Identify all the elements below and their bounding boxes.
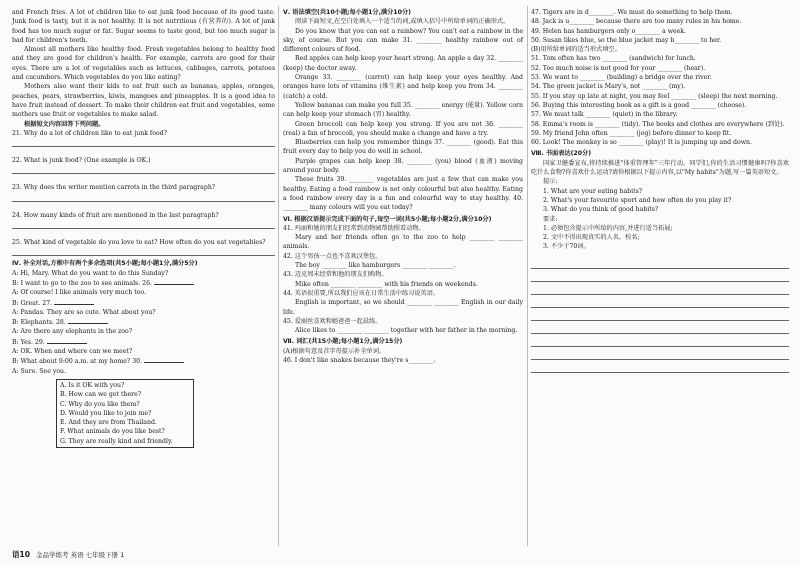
writing-prompt: 国家卫健委宣布,将持续推进"体重管理年"三年行动。同学们,你的生活习惯健康吗?你喜欢吃什么食物?你喜欢什么运动?请你根据以下提示内容,以"My habits"为题,写一篇英语短文。	[531, 159, 789, 177]
item-58: 58. Emma's room is ________ (tidy). The books and clothes are everywhere (到处).	[531, 120, 785, 128]
cloze-paragraph: Red apples can help keep your heart strong. An apple a day 32. ________ (keep) the doctor away.	[283, 55, 523, 72]
writing-line[interactable]	[531, 282, 789, 295]
dialogue-line: B: Elephants. 28.	[12, 317, 275, 327]
requirement-item: 3. 不少于70词。	[543, 243, 590, 251]
item-52: 52. Too much noise is not good for your ________ (hear).	[531, 64, 706, 72]
item-59: 59. My friend John often ________ (jog) before dinner to keep fit.	[531, 129, 732, 137]
dialogue-line: B: Yes. 29.	[12, 337, 275, 347]
writing-line[interactable]	[531, 295, 789, 308]
item-41-cn: 41. 玛丽和她的朋友们经常到动物园帮助照看动物。	[283, 224, 425, 232]
writing-line[interactable]	[531, 321, 789, 334]
item-50: 50. Susan likes blue, so the blue jacket may b________ to her.	[531, 36, 722, 44]
cloze-paragraph: Blueberries can help you remember things 37. ________ (good). Eat this fruit every day to help you do well in school.	[283, 139, 523, 156]
writing-line[interactable]	[531, 308, 789, 321]
answer-line-23[interactable]	[12, 194, 275, 202]
writing-line[interactable]	[531, 334, 789, 347]
item-43-en: Mike often ________ ________ with his friends on weekends.	[295, 280, 478, 288]
dialogue-line: B: I want to go to the zoo to see animals. 26.	[12, 278, 275, 288]
item-57: 57. We must talk ________ (quiet) in the library.	[531, 111, 678, 119]
requirement-item: 2. 文中不得出现真实的人名、校名;	[543, 234, 640, 242]
option-f: F. What animals do you like best?	[60, 428, 165, 436]
dialogue-line: A: Sure. See you.	[12, 367, 66, 375]
dialogue-line: B: Great. 27.	[12, 298, 275, 308]
reading-paragraph: Mothers also want their kids to eat fruit such as bananas, apples, oranges, peaches, pears, strawberries, kiwis, mangoes and pineapples. It is a good idea to have fruit instead of dessert. To make their children eat fruit and vegetables, some mothers use fruit or vegetables to make salad.	[12, 83, 275, 119]
item-43-cn: 43. 迈克周末经常和他的朋友们购物。	[283, 271, 388, 279]
hint-item: 1. What are your eating habits?	[543, 187, 643, 195]
option-d: D. Would you like to join me?	[60, 409, 152, 417]
cloze-paragraph: Yellow bananas can make you full 35. ________ energy (能量). Yellow corn can help keep your stomach (胃) healthy.	[283, 101, 523, 119]
option-g: G. They are really kind and friendly.	[60, 437, 173, 445]
section-7-title: Ⅶ. 词汇(共15小题;每小题1分,满分15分)	[283, 338, 403, 346]
item-41-en: Mary and her friends often go to the zoo to help ________ ________ animals.	[283, 234, 523, 251]
dialogue-line: A: OK. When and where can we meet?	[12, 348, 133, 356]
item-48: 48. Jack is u________ because there are too many rules in his home.	[531, 18, 742, 26]
item-46: 46. I don't like snakes because they're s________.	[283, 356, 436, 364]
option-e: E. And they are from Thailand.	[60, 419, 157, 427]
item-44-en: English is important, so we should ________ ________ English in our daily life.	[283, 299, 523, 316]
question-22: 22. What is junk food? (One example is OK.)	[12, 157, 151, 165]
hint-item: 2. What's your favourite sport and how often do you play it?	[543, 196, 732, 204]
question-21: 21. Why do a lot of children like to eat junk food?	[12, 129, 167, 137]
item-54: 54. The green jacket is Mary's, not ________ (my).	[531, 83, 686, 91]
section-7-b-instruction: (B)用所给单词的适当形式填空。	[531, 46, 621, 54]
column-middle	[283, 8, 523, 365]
answer-line-21[interactable]	[12, 139, 275, 147]
answer-line-22[interactable]	[12, 166, 275, 174]
cloze-paragraph: Do you know that you can eat a rainbow? You can't eat a rainbow in the sky, of course. But you can make 31. ________ healthy rainbow out of different colours of food.	[283, 27, 523, 54]
option-c: C. Why do you like them?	[60, 400, 140, 408]
column-divider	[278, 6, 279, 546]
item-45-en: Alice likes to ________ ________ together with her father in the morning.	[295, 327, 518, 335]
reading-paragraph: and French fries. A lot of children like to eat junk food because of its good taste. Junk food is tasty, but it is not healthy. It is not nutritious (有营养的). A lot of junk food has too much sugar or fat. Sugar seems to taste good, but too much sugar is bad for children's teeth.	[12, 9, 275, 44]
writing-line[interactable]	[531, 347, 789, 360]
blank-27[interactable]	[54, 298, 94, 305]
column-left	[12, 8, 275, 448]
writing-line[interactable]	[531, 360, 789, 373]
item-49: 49. Helen has hamburgers only o________ a week.	[531, 27, 687, 35]
options-box	[56, 379, 194, 448]
dialogue-line: A: Pandas. They are so cute. What about you?	[12, 308, 156, 316]
question-23: 23. Why does the writer mention carrots in the third paragraph?	[12, 184, 216, 192]
footer-text: 金品学练考 英语 七年级下册 1	[36, 551, 125, 559]
requirement-item: 1. 必须包含提示中所给的内容,并进行适当拓展;	[543, 224, 673, 232]
question-24: 24. How many kinds of fruit are mentioned in the last paragraph?	[12, 211, 219, 219]
item-51: 51. Tom often has two ________ (sandwich) for lunch.	[531, 55, 696, 63]
item-44-cn: 44. 英语很重要,所以我们应该在日常生活中练习说英语。	[283, 289, 440, 297]
dialogue-line: A: Of course! I like animals very much too.	[12, 289, 146, 297]
section-5-title: Ⅴ. 语法填空(共10小题;每小题1分,满分10分)	[283, 9, 411, 16]
writing-line[interactable]	[531, 269, 789, 282]
blank-29[interactable]	[47, 337, 87, 344]
section-7-a-instruction: (A)根据句意及首字母提示补全单词。	[283, 347, 386, 355]
writing-area[interactable]	[531, 256, 789, 373]
cloze-paragraph: Green broccoli can help keep you strong. If you are not 36. ________ (real) a fan of broccoli, you should make a change and have a try.	[283, 120, 523, 137]
item-53: 53. We want to ________ (building) a bridge over the river.	[531, 74, 712, 82]
item-47: 47. Tigers are in d________. We must do something to help them.	[531, 9, 733, 16]
section-8-title: Ⅷ. 书面表达(20分)	[531, 150, 592, 158]
option-a: A. Is it OK with you?	[60, 381, 125, 389]
cloze-paragraph: Purple grapes can help keep 38. ________ (you) blood (血液) moving around your body.	[283, 157, 523, 175]
section-5-instruction: 阅读下面短文,在空白处填入一个适当的词,或填入括号中所给单词的正确形式。	[295, 18, 510, 26]
answer-line-24[interactable]	[12, 221, 275, 229]
dialogue-line: A: Hi, Mary. What do you want to do this Sunday?	[12, 269, 169, 277]
section-4-title: Ⅳ. 补全对话,方框中有两个多余选项(共5小题;每小题1分,满分5分)	[12, 260, 198, 268]
column-right	[531, 8, 789, 373]
item-42-cn: 42. 这个男孩一点也不喜欢汉堡包。	[283, 252, 382, 260]
answer-line-25[interactable]	[12, 248, 275, 256]
item-56: 56. Buying this interesting book as a gift is a good ________ (choose).	[531, 101, 747, 109]
requirement-label: 要求:	[543, 215, 558, 223]
reading-paragraph: Almost all mothers like healthy food. Fresh vegetables belong to healthy food and they are good for children's health. For example, carrots are good for their eyes. There are a lot of vegetables such as lettuces, cabbages, carrots, potatoes and cucumbers. Which vegetables do you like eating?	[12, 46, 275, 82]
page-number: 语10	[12, 550, 30, 559]
option-b: B. How can we get there?	[60, 391, 142, 399]
writing-line[interactable]	[531, 256, 789, 269]
dialogue-line: A: Are there any elephants in the zoo?	[12, 328, 133, 336]
dialogue-line: B: What about 9:00 a.m. at my home? 30.	[12, 356, 275, 366]
blank-26[interactable]	[154, 278, 194, 285]
item-60: 60. Look! The monkey is so ________ (play)! It is jumping up and down.	[531, 139, 752, 147]
blank-28[interactable]	[68, 317, 108, 324]
reading-instruction: 根据短文内容回答下列问题。	[24, 120, 105, 128]
item-55: 55. If you stay up late at night, you may feel ________ (sleep) the next morning.	[531, 92, 778, 100]
hint-item: 3. What do you think of good habits?	[543, 206, 659, 214]
page-footer	[12, 549, 124, 560]
cloze-paragraph: Orange 33. ________ (carrot) can help keep your eyes healthy. And oranges have lots of vitamins (维生素) and help keep you from 34. ________ (catch) a cold.	[283, 74, 523, 100]
item-42-en: The boy ________ like hamburgers ________ ________.	[295, 262, 456, 270]
hint-label: 提示:	[543, 178, 558, 186]
question-25: 25. What kind of vegetable do you love to eat? How often do you eat vegetables?	[12, 239, 266, 247]
item-45-cn: 45. 爱丽丝喜欢和她爸爸一起晨练。	[283, 317, 382, 325]
cloze-paragraph: These fruits 39. ________ vegetables are just a few that can make you healthy. Eating a food rainbow is not only colourful but also healthy. Eating a food rainbow every day is a fun and colourful way to stay healthy. 40. ________ many colours will you eat today?	[283, 176, 523, 212]
blank-30[interactable]	[144, 356, 184, 363]
section-6-title: Ⅵ. 根据汉语提示完成下面的句子,每空一词(共5小题;每小题2分,满分10分)	[283, 215, 492, 223]
column-divider	[527, 6, 528, 546]
